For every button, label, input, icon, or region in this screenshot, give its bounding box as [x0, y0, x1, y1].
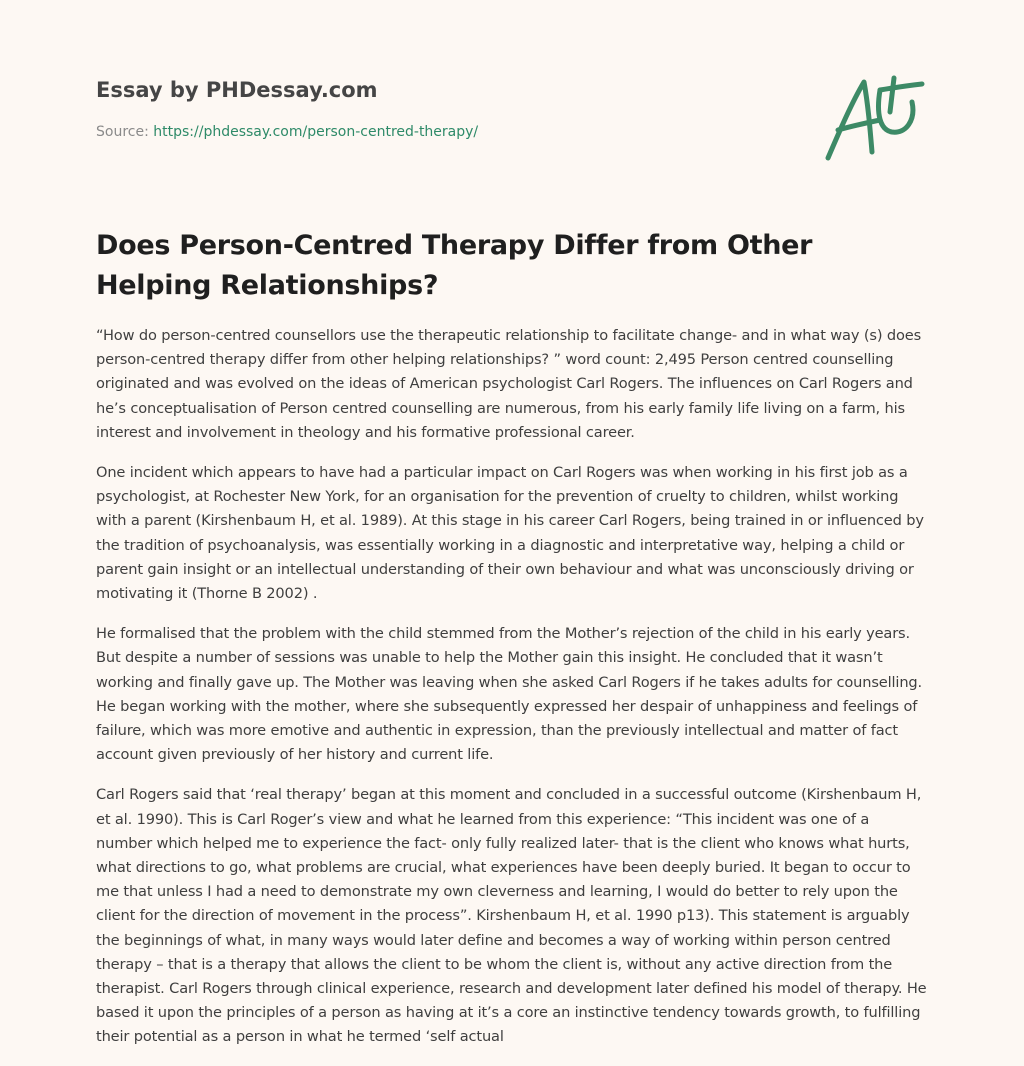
essay-title: Does Person-Centred Therapy Differ from Other Helping Relationships?	[96, 230, 813, 301]
essay-paragraph: One incident which appears to have had a particular impact on Carl Rogers was when working in his first job as a psychologist, at Rochester New York, for an organisation for the prevention of cruelty to children, whilst working with a parent (Kirshenbaum H, et al. 1989). At this stage in his career Carl Rogers, being trained in or influenced by the tradition of psychoanalysis, was essentially working in a diagnostic and interpretative way, helping a child or parent gain insight or an intellectual understanding of their own behaviour and what was unconsciously driving or motivating it (Thorne B 2002) .	[96, 464, 924, 603]
site-brand: Essay by PHDessay.com	[96, 78, 378, 102]
source-label: Source:	[96, 124, 149, 140]
essay-body	[96, 324, 928, 1066]
essay-header	[96, 76, 796, 142]
essay-paragraph: “How do person-centred counsellors use the therapeutic relationship to facilitate change- and in what way (s) does person-centred therapy differ from other helping relationships? ” word count: 2,495 Person centred counselling originated and was evolved on the ideas of American psychologist Carl Rogers. The influences on Carl Rogers and he’s conceptualisation of Person centred counselling are numerous, from his early family life living on a farm, his interest and involvement in theology and his formative professional career.	[96, 327, 922, 441]
a-plus-logo-icon	[822, 68, 932, 168]
source-line	[96, 122, 796, 142]
source-link[interactable]: https://phdessay.com/person-centred-therapy/	[153, 124, 479, 140]
essay-paragraph: Carl Rogers said that ‘real therapy’ began at this moment and concluded in a successful outcome (Kirshenbaum H, et al. 1990). This is Carl Roger’s view and what he learned from this experience: “This incident was one of a number which helped me to experience the fact- only fully realized later- that is the client who knows what hurts, what directions to go, what problems are crucial, what experiences have been deeply buried. It began to occur to me that unless I had a need to demonstrate my own cleverness and learning, I would do better to rely upon the client for the direction of movement in the process”. Kirshenbaum H, et al. 1990 p13). This statement is arguably the beginnings of what, in many ways would later define and becomes a way of working within person centred therapy – that is a therapy that allows the client to be whom the client is, without any active direction from the therapist. Carl Rogers through clinical experience, research and development later defined his model of therapy. He based it upon the principles of a person as having at it’s a core an instinctive tendency towards growth, to fulfilling their potential as a person in what he termed ‘self actual	[96, 786, 927, 1046]
essay-paragraph: He formalised that the problem with the child stemmed from the Mother’s rejection of the child in his early years. But despite a number of sessions was unable to help the Mother gain this insight. He concluded that it wasn’t working and finally gave up. The Mother was leaving when she asked Carl Rogers if he takes adults for counselling. He began working with the mother, where she subsequently expressed her despair of unhappiness and feelings of failure, which was more emotive and authentic in expression, than the previously intellectual and matter of fact account given previously of her history and current life.	[96, 625, 923, 764]
